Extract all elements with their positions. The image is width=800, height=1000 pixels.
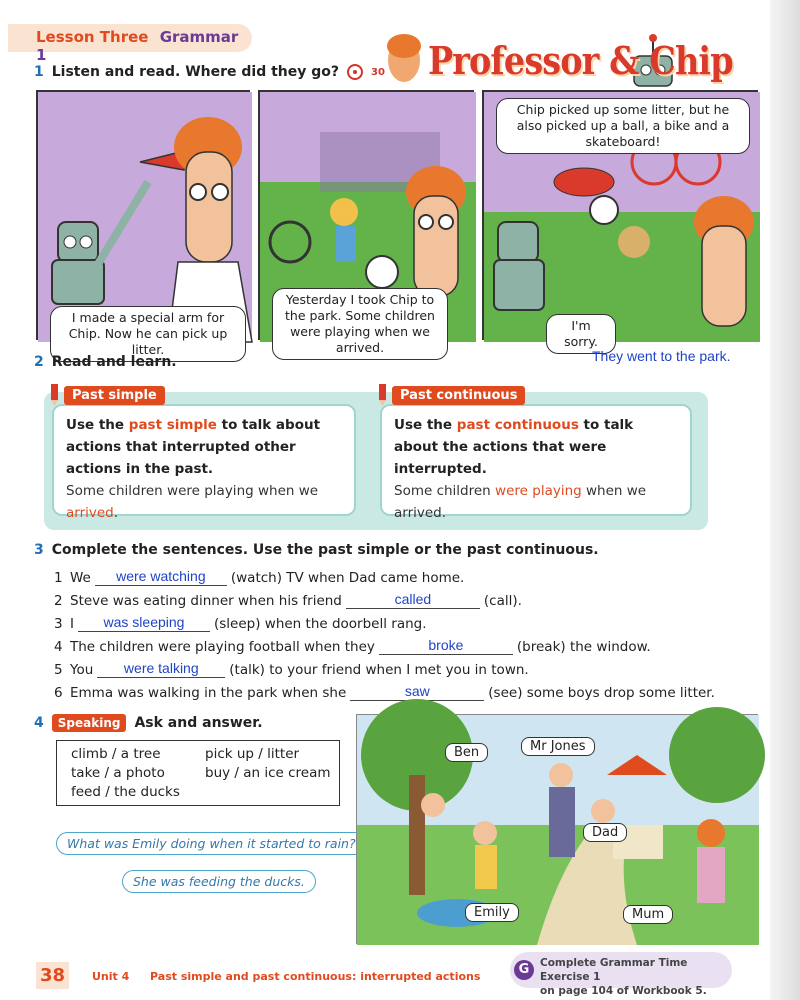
speaking-badge: Speaking: [52, 714, 127, 732]
footer-title: Past simple and past continuous: interrupted actions: [150, 970, 481, 983]
comic-panel-1: [36, 90, 250, 357]
grammar-time-icon: G: [514, 960, 534, 980]
speech-bubble: Chip picked up some litter, but he also picked up a ball, a bike and a skateboard!: [496, 98, 750, 154]
answer-blank[interactable]: broke: [379, 636, 513, 655]
grammar-title: Grammar 1: [36, 28, 239, 64]
name-tag-emily: Emily: [465, 903, 519, 922]
prompt-item: feed / the ducks: [71, 784, 180, 800]
page-edge-shadow: [770, 0, 800, 1000]
lesson-title: Lesson Three: [36, 28, 149, 46]
past-continuous-label: Past continuous: [374, 384, 525, 406]
exercise-2-heading: [34, 354, 177, 370]
prompt-item: pick up / litter: [205, 746, 300, 762]
sentence-6: 6 Emma was walking in the park when she saw (see) some boys drop some litter.: [54, 683, 715, 701]
lesson-header: [8, 24, 252, 64]
answer-blank[interactable]: were talking: [97, 659, 225, 678]
past-simple-box: [52, 404, 356, 521]
name-tag-ben: Ben: [445, 743, 488, 762]
sentence-5: 5 You were talking (talk) to your friend when I met you in town.: [54, 660, 529, 678]
prompt-item: take / a photo: [71, 765, 165, 781]
sentence-1: 1 We were watching (watch) TV when Dad came home.: [54, 568, 465, 586]
workbook-line-1: Complete Grammar Time Exercise 1: [540, 957, 688, 983]
exercise-instruction: Read and learn.: [51, 354, 177, 370]
pencil-icon: [46, 384, 62, 406]
exercise-instruction: Listen and read. Where did they go?: [51, 64, 340, 80]
audio-track-number: 30: [371, 66, 385, 78]
exercise-number: 2: [34, 354, 44, 370]
answer-blank[interactable]: was sleeping: [78, 613, 210, 632]
pencil-icon: [374, 384, 390, 406]
past-simple-label: Past simple: [46, 384, 165, 406]
exercise-4-heading: [34, 714, 263, 732]
exercise-instruction: Complete the sentences. Use the past simple or the past continuous.: [51, 542, 599, 558]
answer-blank[interactable]: called: [346, 590, 480, 609]
exercise-number: 1: [34, 64, 44, 80]
name-tag-mr-jones: Mr Jones: [521, 737, 595, 756]
unit-label: Unit 4: [92, 970, 130, 983]
prompt-item: buy / an ice cream: [205, 765, 331, 781]
sentence-2: 2 Steve was eating dinner when his friend called (call).: [54, 591, 522, 609]
comic-panel-3: [482, 90, 758, 349]
sentence-3: 3 I was sleeping (sleep) when the doorbell rang.: [54, 614, 427, 632]
rule-example: Some children were playing when we arrived.: [394, 483, 647, 521]
sentence-4: 4 The children were playing football when they broke (break) the window.: [54, 637, 651, 655]
rule-text: Use the past continuous to talk about the actions that were interrupted.: [394, 417, 634, 477]
past-continuous-box: [380, 404, 692, 521]
sentence-list: [54, 564, 715, 701]
exercise-instruction: Ask and answer.: [134, 715, 263, 731]
speech-bubble: I made a special arm for Chip. Now he can pick up litter.: [50, 306, 246, 362]
exercise-number: 4: [34, 715, 44, 731]
exercise-1-heading: [34, 64, 385, 80]
question-bubble: What was Emily doing when it started to rain?: [56, 832, 367, 855]
page-number: 38: [36, 962, 69, 989]
park-scene-illustration: [356, 714, 758, 944]
name-tag-mum: Mum: [623, 905, 673, 924]
exercise-number: 3: [34, 542, 44, 558]
answer-blank[interactable]: were watching: [95, 567, 227, 586]
workbook-line-2: on page 104 of Workbook 5.: [540, 985, 707, 997]
speech-bubble: I'm sorry.: [546, 314, 616, 354]
rule-example: Some children were playing when we arrived.: [66, 483, 319, 521]
handwritten-answer: They went to the park.: [592, 348, 731, 364]
audio-cd-icon[interactable]: [347, 64, 363, 80]
answer-blank[interactable]: saw: [350, 682, 484, 701]
workbook-reference: [510, 952, 732, 997]
exercise-3-heading: [34, 542, 599, 558]
word-prompt-box: [56, 740, 340, 806]
comic-panel-2: [258, 90, 474, 355]
speech-bubble: Yesterday I took Chip to the park. Some children were playing when we arrived.: [272, 288, 448, 360]
logo-text: Professor & Chip: [428, 38, 733, 83]
name-tag-dad: Dad: [583, 823, 627, 842]
rule-text: Use the past simple to talk about actions that interrupted other actions in the past.: [66, 417, 321, 477]
professor-robot-illustration-icon: [38, 92, 252, 342]
professor-chip-logo: [382, 30, 733, 96]
answer-bubble: She was feeding the ducks.: [122, 870, 316, 893]
prompt-item: climb / a tree: [71, 746, 161, 762]
